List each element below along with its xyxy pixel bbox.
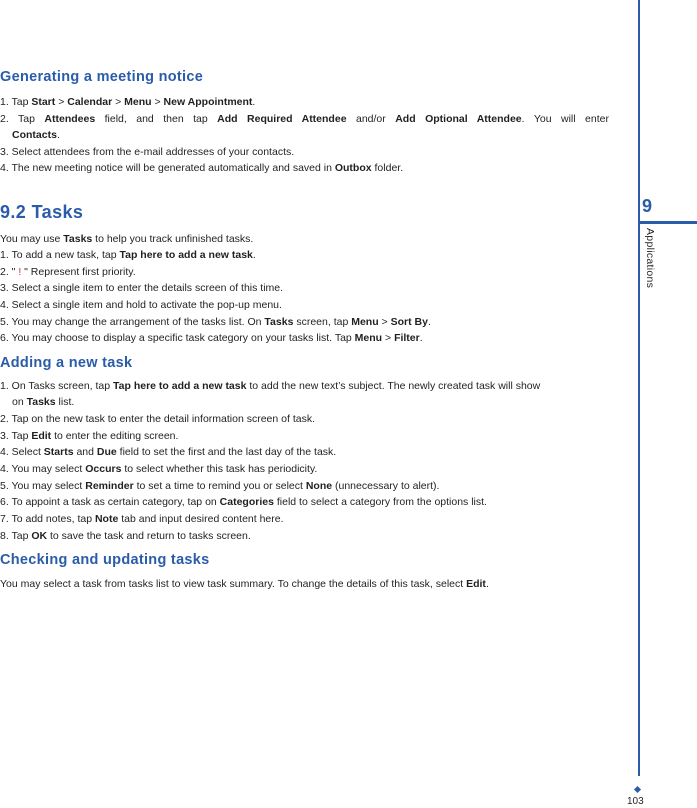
meeting-step-4: 4. The new meeting notice will be generated automatically and saved in Outbox folder.: [0, 162, 404, 174]
meeting-step-2: 2. Tap Attendees field, and then tap Add Required Attendee and/or Add Optional Attendee. You will enter: [0, 113, 609, 125]
adding-step-3: 3. Tap Edit to enter the editing screen.: [0, 430, 179, 442]
sidebar-rule: [638, 0, 640, 776]
page-number: 103: [627, 796, 644, 807]
chapter-label: Applications: [644, 228, 656, 289]
adding-step-2: 2. Tap on the new task to enter the detail information screen of task.: [0, 413, 315, 425]
adding-step-8: 7. To add notes, tap Note tab and input desired content here.: [0, 513, 284, 525]
meeting-step-3: 3. Select attendees from the e-mail addresses of your contacts.: [0, 146, 295, 158]
adding-step-4: 4. Select Starts and Due field to set the first and the last day of the task.: [0, 446, 337, 458]
chapter-divider: [640, 221, 697, 224]
tasks-step-3: 3. Select a single item to enter the details screen of this time.: [0, 282, 284, 294]
tasks-heading: 9.2 Tasks: [0, 202, 84, 222]
tasks-step-2: 2. " ! " Represent first priority.: [0, 266, 136, 278]
chapter-number: 9: [642, 196, 653, 216]
meeting-step-2-cont: Contacts.: [12, 129, 60, 141]
adding-step-1: 1. On Tasks screen, tap Tap here to add a new task to add the new text’s subject. The newly created task will show: [0, 380, 541, 392]
tasks-step-6: 6. You may choose to display a specific task category on your tasks list. Tap Menu > Filter.: [0, 332, 423, 344]
adding-step-6: 5. You may select Reminder to set a time to remind you or select None (unnecessary to alert).: [0, 480, 440, 492]
checking-tasks-heading: Checking and updating tasks: [0, 552, 210, 568]
adding-step-7: 6. To appoint a task as certain category, tap on Categories field to select a category from the options list.: [0, 496, 487, 508]
priority-icon: !: [18, 266, 22, 278]
checking-text: You may select a task from tasks list to view task summary. To change the details of this task, select Edit.: [0, 578, 489, 590]
tasks-step-4: 4. Select a single item and hold to activate the pop-up menu.: [0, 299, 282, 311]
adding-step-5: 4. You may select Occurs to select whether this task has periodicity.: [0, 463, 318, 475]
adding-step-1-cont: on Tasks list.: [12, 396, 75, 408]
tasks-step-1: 1. To add a new task, tap Tap here to add a new task.: [0, 249, 256, 261]
diamond-icon: [634, 786, 641, 793]
tasks-intro: You may use Tasks to help you track unfinished tasks.: [0, 233, 254, 245]
meeting-step-1: 1. Tap Start > Calendar > Menu > New Appointment.: [0, 96, 256, 108]
adding-step-9: 8. Tap OK to save the task and return to tasks screen.: [0, 530, 251, 542]
meeting-notice-heading: Generating a meeting notice: [0, 69, 204, 85]
tasks-step-5: 5. You may change the arrangement of the tasks list. On Tasks screen, tap Menu > Sort By.: [0, 316, 431, 328]
adding-task-heading: Adding a new task: [0, 355, 133, 371]
